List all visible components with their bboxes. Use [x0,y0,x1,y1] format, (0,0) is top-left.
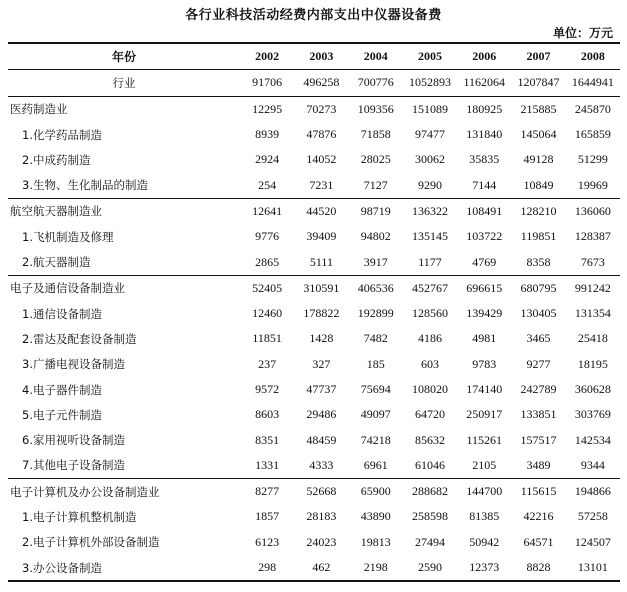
cell-value: 70273 [294,96,348,122]
table-row [8,198,620,224]
row-label: 7.其他电子设备制造 [22,458,125,473]
table-title: 各行业科技活动经费内部支出中仪器设备费 [185,8,442,23]
data-table [8,42,620,582]
cell-value: 9344 [580,457,605,472]
table-row [8,427,620,452]
cell-value: 1857 [255,509,280,524]
table-row [8,147,620,172]
cell-value: 1207847 [517,75,560,90]
cell-value: 6123 [255,534,280,549]
cell-value: 139429 [466,306,503,321]
cell-value: 115615 [511,479,565,505]
cell-value: 74218 [360,432,391,447]
cell-value: 700776 [357,75,394,90]
cell-value: 27494 [414,534,445,549]
cell-value: 406536 [349,275,403,301]
cell-value: 48459 [306,432,337,447]
cell-value: 1162064 [463,75,506,90]
cell-value: 128210 [511,198,565,224]
table-row [8,352,620,377]
cell-value: 7482 [363,331,388,346]
row-label: 3.广播电视设备制造 [22,357,125,372]
cell-value: 11851 [252,331,282,346]
cell-value: 136322 [403,198,457,224]
cell-value: 52405 [240,275,294,301]
cell-value: 28183 [306,509,337,524]
cell-value: 2924 [255,152,280,167]
table-row [8,453,620,479]
cell-value: 64720 [414,407,445,422]
cell-value: 151089 [403,96,457,122]
cell-value: 8939 [255,127,280,142]
cell-value: 128560 [411,306,448,321]
cell-value: 3489 [526,457,551,472]
cell-value: 49097 [360,407,391,422]
table-row [8,249,620,275]
table-row [8,479,620,505]
cell-value: 12295 [240,96,294,122]
row-label: 3.办公设备制造 [8,555,240,581]
cell-value: 12641 [240,198,294,224]
header-row [8,43,620,70]
cell-value: 8277 [240,479,294,505]
cell-value: 680795 [511,275,565,301]
cell-value: 85632 [414,432,445,447]
cell-value: 136060 [566,198,620,224]
cell-value: 51299 [577,152,608,167]
cell-value: 128387 [574,229,611,244]
table-row [8,172,620,198]
cell-value: 124507 [574,534,611,549]
unit-label: 单位：万元 [552,26,613,40]
row-label: 2.航天器制造 [22,255,91,270]
cell-value: 288682 [403,479,457,505]
cell-value: 7127 [363,177,388,192]
cell-value: 1177 [418,254,442,269]
cell-value: 19813 [360,534,391,549]
cell-value: 119851 [520,229,557,244]
cell-value: 258598 [411,509,448,524]
cell-value: 12373 [457,555,511,581]
cell-value: 43890 [360,509,391,524]
cell-value: 3465 [526,331,551,346]
cell-value: 49128 [523,152,554,167]
cell-value: 9776 [255,229,280,244]
cell-value: 4333 [309,457,334,472]
cell-value: 165859 [574,127,611,142]
cell-value: 28025 [360,152,391,167]
cell-value: 245870 [566,96,620,122]
cell-value: 8828 [511,555,565,581]
cell-value: 71858 [360,127,391,142]
table-body [8,70,620,581]
cell-value: 4981 [472,331,497,346]
cell-value: 360628 [574,382,611,396]
cell-value: 496258 [303,75,340,90]
cell-value: 310591 [294,275,348,301]
row-label: 1.化学药品制造 [22,127,102,142]
cell-value: 131840 [466,127,503,142]
cell-value: 14052 [306,152,337,167]
cell-value: 130405 [520,306,557,321]
cell-value: 4769 [472,254,497,269]
cell-value: 65900 [349,479,403,505]
cell-value: 9290 [417,177,442,192]
cell-value: 194866 [566,479,620,505]
cell-value: 254 [258,177,277,192]
row-label: 航空航天器制造业 [8,198,240,224]
row-label: 6.家用视听设备制造 [22,433,125,448]
table-row [8,402,620,427]
cell-value: 7144 [472,177,497,192]
cell-value: 8351 [255,432,280,447]
cell-value: 303769 [574,407,611,422]
cell-value: 42216 [523,509,554,524]
cell-value: 9277 [526,356,551,371]
cell-value: 13101 [566,555,620,581]
header-2007: 2007 [511,43,565,70]
cell-value: 4186 [417,331,442,346]
cell-value: 2590 [403,555,457,581]
cell-value: 180925 [457,96,511,122]
cell-value: 135145 [411,229,448,244]
cell-value: 991242 [566,275,620,301]
cell-value: 250917 [466,407,503,422]
cell-value: 7231 [309,177,334,192]
row-label: 1.通信设备制造 [22,306,102,321]
cell-value: 30062 [414,152,445,167]
cell-value: 5111 [309,254,333,269]
cell-value: 2105 [472,457,497,472]
cell-value: 19969 [577,177,608,192]
cell-value: 109356 [349,96,403,122]
cell-value: 3917 [363,254,388,269]
header-2002: 2002 [240,43,294,70]
cell-value: 1052893 [408,75,451,90]
cell-value: 6961 [363,457,388,472]
table-row [8,555,620,581]
cell-value: 462 [294,555,348,581]
cell-value: 47876 [306,127,337,142]
table-row [8,301,620,326]
cell-value: 696615 [457,275,511,301]
cell-value: 12460 [252,306,283,321]
cell-value: 131354 [574,306,611,321]
cell-value: 115261 [466,432,503,447]
cell-value: 35835 [469,152,500,167]
cell-value: 145064 [520,127,557,142]
cell-value: 242789 [520,382,557,396]
cell-value: 61046 [414,457,445,472]
cell-value: 57258 [577,509,608,524]
cell-value: 47737 [306,382,337,396]
cell-value: 1428 [309,331,334,346]
cell-value: 39409 [306,229,337,244]
cell-value: 298 [240,555,294,581]
cell-value: 192899 [357,306,394,321]
cell-value: 452767 [403,275,457,301]
cell-value: 29486 [306,407,337,422]
header-year: 年份 [8,43,240,70]
row-label: 3.生物、生化制品的制造 [22,178,148,193]
cell-value: 178822 [303,306,340,321]
row-label: 电子计算机及办公设备制造业 [8,479,240,505]
cell-value: 1331 [255,457,280,472]
table-row [8,504,620,529]
cell-value: 50942 [469,534,500,549]
cell-value: 133851 [520,407,557,422]
table-row [8,122,620,147]
cell-value: 103722 [466,229,503,244]
cell-value: 98719 [349,198,403,224]
cell-value: 52668 [294,479,348,505]
row-label: 4.电子器件制造 [22,382,102,397]
row-label: 2.雷达及配套设备制造 [22,331,137,346]
cell-value: 215885 [511,96,565,122]
cell-value: 24023 [306,534,337,549]
header-2004: 2004 [349,43,403,70]
table-row [8,275,620,301]
cell-value: 2198 [349,555,403,581]
cell-value: 9572 [255,382,280,396]
header-2008: 2008 [566,43,620,70]
cell-value: 25418 [577,331,608,346]
cell-value: 2865 [255,254,280,269]
header-2006: 2006 [457,43,511,70]
cell-value: 603 [420,356,439,371]
table-row [8,377,620,402]
table-row [8,96,620,122]
row-label: 行业 [112,75,136,90]
cell-value: 18195 [577,356,608,371]
row-label: 1.飞机制造及修理 [22,229,114,244]
cell-value: 108491 [457,198,511,224]
cell-value: 64571 [523,534,554,549]
row-label: 5.电子元件制造 [22,407,102,422]
cell-value: 144700 [457,479,511,505]
cell-value: 8603 [255,407,280,422]
cell-value: 157517 [520,432,557,447]
table-row [8,530,620,555]
row-label: 2.中成药制造 [22,152,91,167]
row-label: 1.电子计算机整机制造 [22,509,137,524]
cell-value: 75694 [360,382,391,396]
cell-value: 108020 [411,382,448,396]
row-label: 2.电子计算机外部设备制造 [22,535,160,550]
cell-value: 1644941 [571,75,614,90]
cell-value: 97477 [414,127,445,142]
cell-value: 9783 [472,356,497,371]
table-row [8,326,620,351]
cell-value: 7673 [580,254,605,269]
cell-value: 185 [366,356,385,371]
cell-value: 10849 [523,177,554,192]
cell-value: 142534 [574,432,611,447]
table-row [8,70,620,96]
cell-value: 327 [312,356,331,371]
header-2005: 2005 [403,43,457,70]
cell-value: 44520 [294,198,348,224]
row-label: 医药制造业 [8,96,240,122]
header-2003: 2003 [294,43,348,70]
cell-value: 8358 [526,254,551,269]
cell-value: 91706 [252,75,283,90]
cell-value: 237 [258,356,277,371]
row-label: 电子及通信设备制造业 [8,275,240,301]
cell-value: 94802 [360,229,391,244]
table-row [8,224,620,249]
cell-value: 174140 [466,382,503,396]
cell-value: 81385 [469,509,500,524]
